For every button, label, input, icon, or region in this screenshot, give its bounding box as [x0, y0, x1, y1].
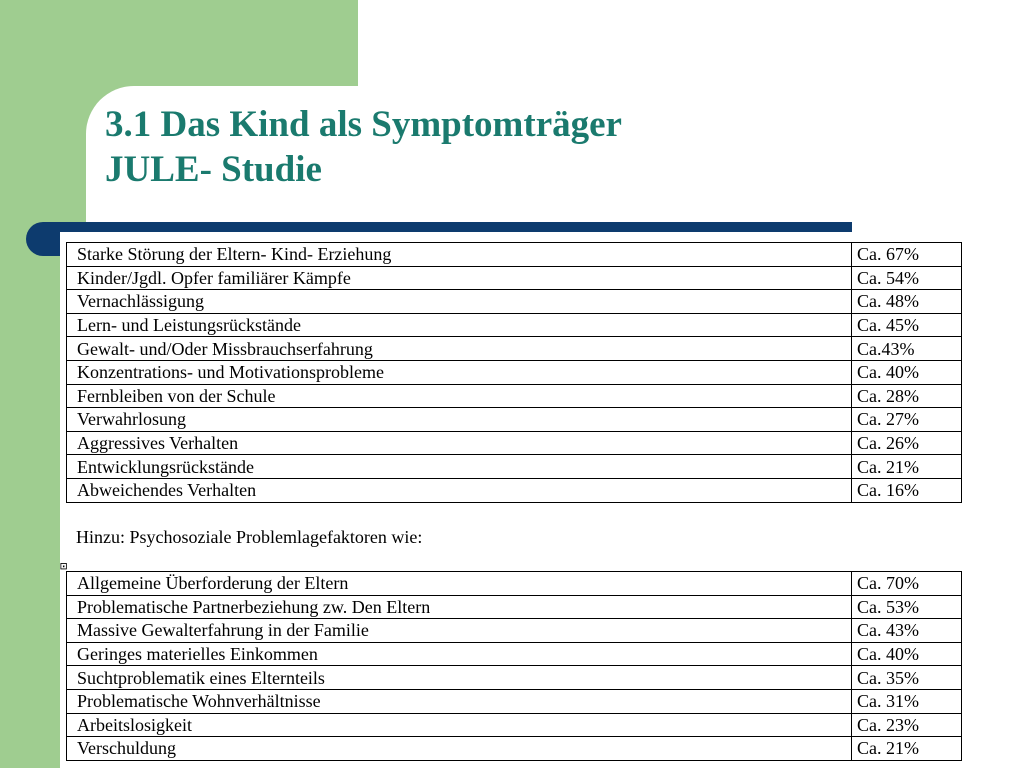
row-label: Gewalt- und/Oder Missbrauchserfahrung [67, 337, 852, 361]
row-label: Fernbleiben von der Schule [67, 384, 852, 408]
factor-row [67, 737, 962, 761]
row-label: Geringes materielles Einkommen [67, 642, 852, 666]
row-value: Ca. 31% [852, 689, 962, 713]
intro-text: Hinzu: Psychosoziale Problemlagefaktoren wie: [76, 527, 423, 547]
symptom-row [67, 478, 962, 502]
row-value: Ca. 35% [852, 666, 962, 690]
row-value: Ca. 45% [852, 313, 962, 337]
row-value: Ca. 21% [852, 737, 962, 761]
problem-factors-table [66, 571, 962, 761]
factor-row [67, 572, 962, 596]
symptom-row [67, 313, 962, 337]
symptom-table [66, 242, 962, 503]
row-value: Ca. 21% [852, 455, 962, 479]
symptom-row [67, 243, 962, 267]
factor-row [67, 595, 962, 619]
row-label: Problematische Wohnverhältnisse [67, 689, 852, 713]
row-label: Suchtproblematik eines Elternteils [67, 666, 852, 690]
symptom-row [67, 266, 962, 290]
symptom-row [67, 360, 962, 384]
row-label: Entwicklungsrückstände [67, 455, 852, 479]
symptom-row [67, 384, 962, 408]
row-value: Ca. 43% [852, 619, 962, 643]
symptom-row [67, 431, 962, 455]
top-right-background [358, 0, 1024, 90]
row-label: Aggressives Verhalten [67, 431, 852, 455]
row-label: Verwahrlosung [67, 408, 852, 432]
row-label: Allgemeine Überforderung der Eltern [67, 572, 852, 596]
row-value: Ca. 67% [852, 243, 962, 267]
title-line-1: 3.1 Das Kind als Symptomträger [105, 104, 622, 145]
row-value: Ca. 23% [852, 713, 962, 737]
row-value: Ca. 53% [852, 595, 962, 619]
row-label: Vernachlässigung [67, 290, 852, 314]
factor-row [67, 666, 962, 690]
row-value: Ca. 70% [852, 572, 962, 596]
factor-row [67, 689, 962, 713]
symptom-row [67, 455, 962, 479]
row-value: Ca. 16% [852, 478, 962, 502]
symptom-row [67, 408, 962, 432]
symptom-row [67, 337, 962, 361]
factor-row [67, 619, 962, 643]
row-label: Starke Störung der Eltern- Kind- Erziehung [67, 243, 852, 267]
title-line-2: JULE- Studie [105, 149, 322, 190]
row-label: Abweichendes Verhalten [67, 478, 852, 502]
row-label: Massive Gewalterfahrung in der Familie [67, 619, 852, 643]
slide-title [105, 102, 622, 192]
row-value: Ca. 28% [852, 384, 962, 408]
symptom-row [67, 290, 962, 314]
row-value: Ca. 26% [852, 431, 962, 455]
anchor-marker: ⊡ [60, 560, 68, 574]
factor-row [67, 642, 962, 666]
row-label: Lern- und Leistungsrückstände [67, 313, 852, 337]
row-value: Ca. 48% [852, 290, 962, 314]
row-label: Problematische Partnerbeziehung zw. Den Eltern [67, 595, 852, 619]
row-label: Kinder/Jgdl. Opfer familiärer Kämpfe [67, 266, 852, 290]
row-value: Ca. 54% [852, 266, 962, 290]
row-value: Ca. 27% [852, 408, 962, 432]
row-label: Verschuldung [67, 737, 852, 761]
factor-row [67, 713, 962, 737]
row-value: Ca.43% [852, 337, 962, 361]
document-image [60, 232, 1024, 768]
row-value: Ca. 40% [852, 642, 962, 666]
row-label: Arbeitslosigkeit [67, 713, 852, 737]
row-value: Ca. 40% [852, 360, 962, 384]
row-label: Konzentrations- und Motivationsprobleme [67, 360, 852, 384]
